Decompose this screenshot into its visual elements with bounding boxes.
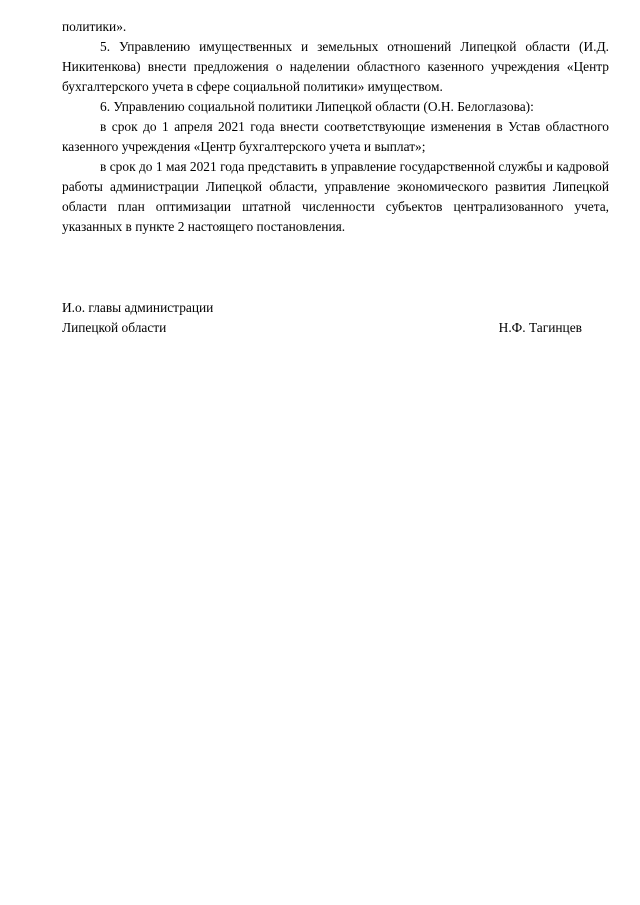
paragraph-item-5: 5. Управлению имущественных и земельных отношений Липецкой области (И.Д. Никитенкова) внести предложения о наделении областного казенного учреждения «Центр бухгалтерского учета в сфере социальной политики» имуществом. [62, 39, 609, 94]
signature-position-line-2 [62, 318, 582, 338]
signer-name: Н.Ф. Тагинцев [498, 320, 582, 335]
paragraph-continuation: политики». [62, 19, 127, 34]
signature-position-line-1 [62, 298, 582, 318]
signer-position-title: И.о. главы администрации [62, 300, 214, 315]
paragraph-item-6-subpoint-1: в срок до 1 апреля 2021 года внести соответствующие изменения в Устав областного казенного учреждения «Центр бухгалтерского учета и выплат»; [62, 119, 609, 154]
paragraph-item-6-subpoint-2: в срок до 1 мая 2021 года представить в управление государственной службы и кадровой работы администрации Липецкой области, управление экономического развития Липецкой области план оптимизации штатной численности субъектов централизованного учета, указанных в пункте 2 настоящего постановления. [62, 159, 609, 234]
signature-block [62, 298, 582, 338]
document-body [62, 17, 609, 237]
paragraph-item-6: 6. Управлению социальной политики Липецкой области (О.Н. Белоглазова): [100, 99, 534, 114]
signer-organization: Липецкой области [62, 320, 167, 335]
